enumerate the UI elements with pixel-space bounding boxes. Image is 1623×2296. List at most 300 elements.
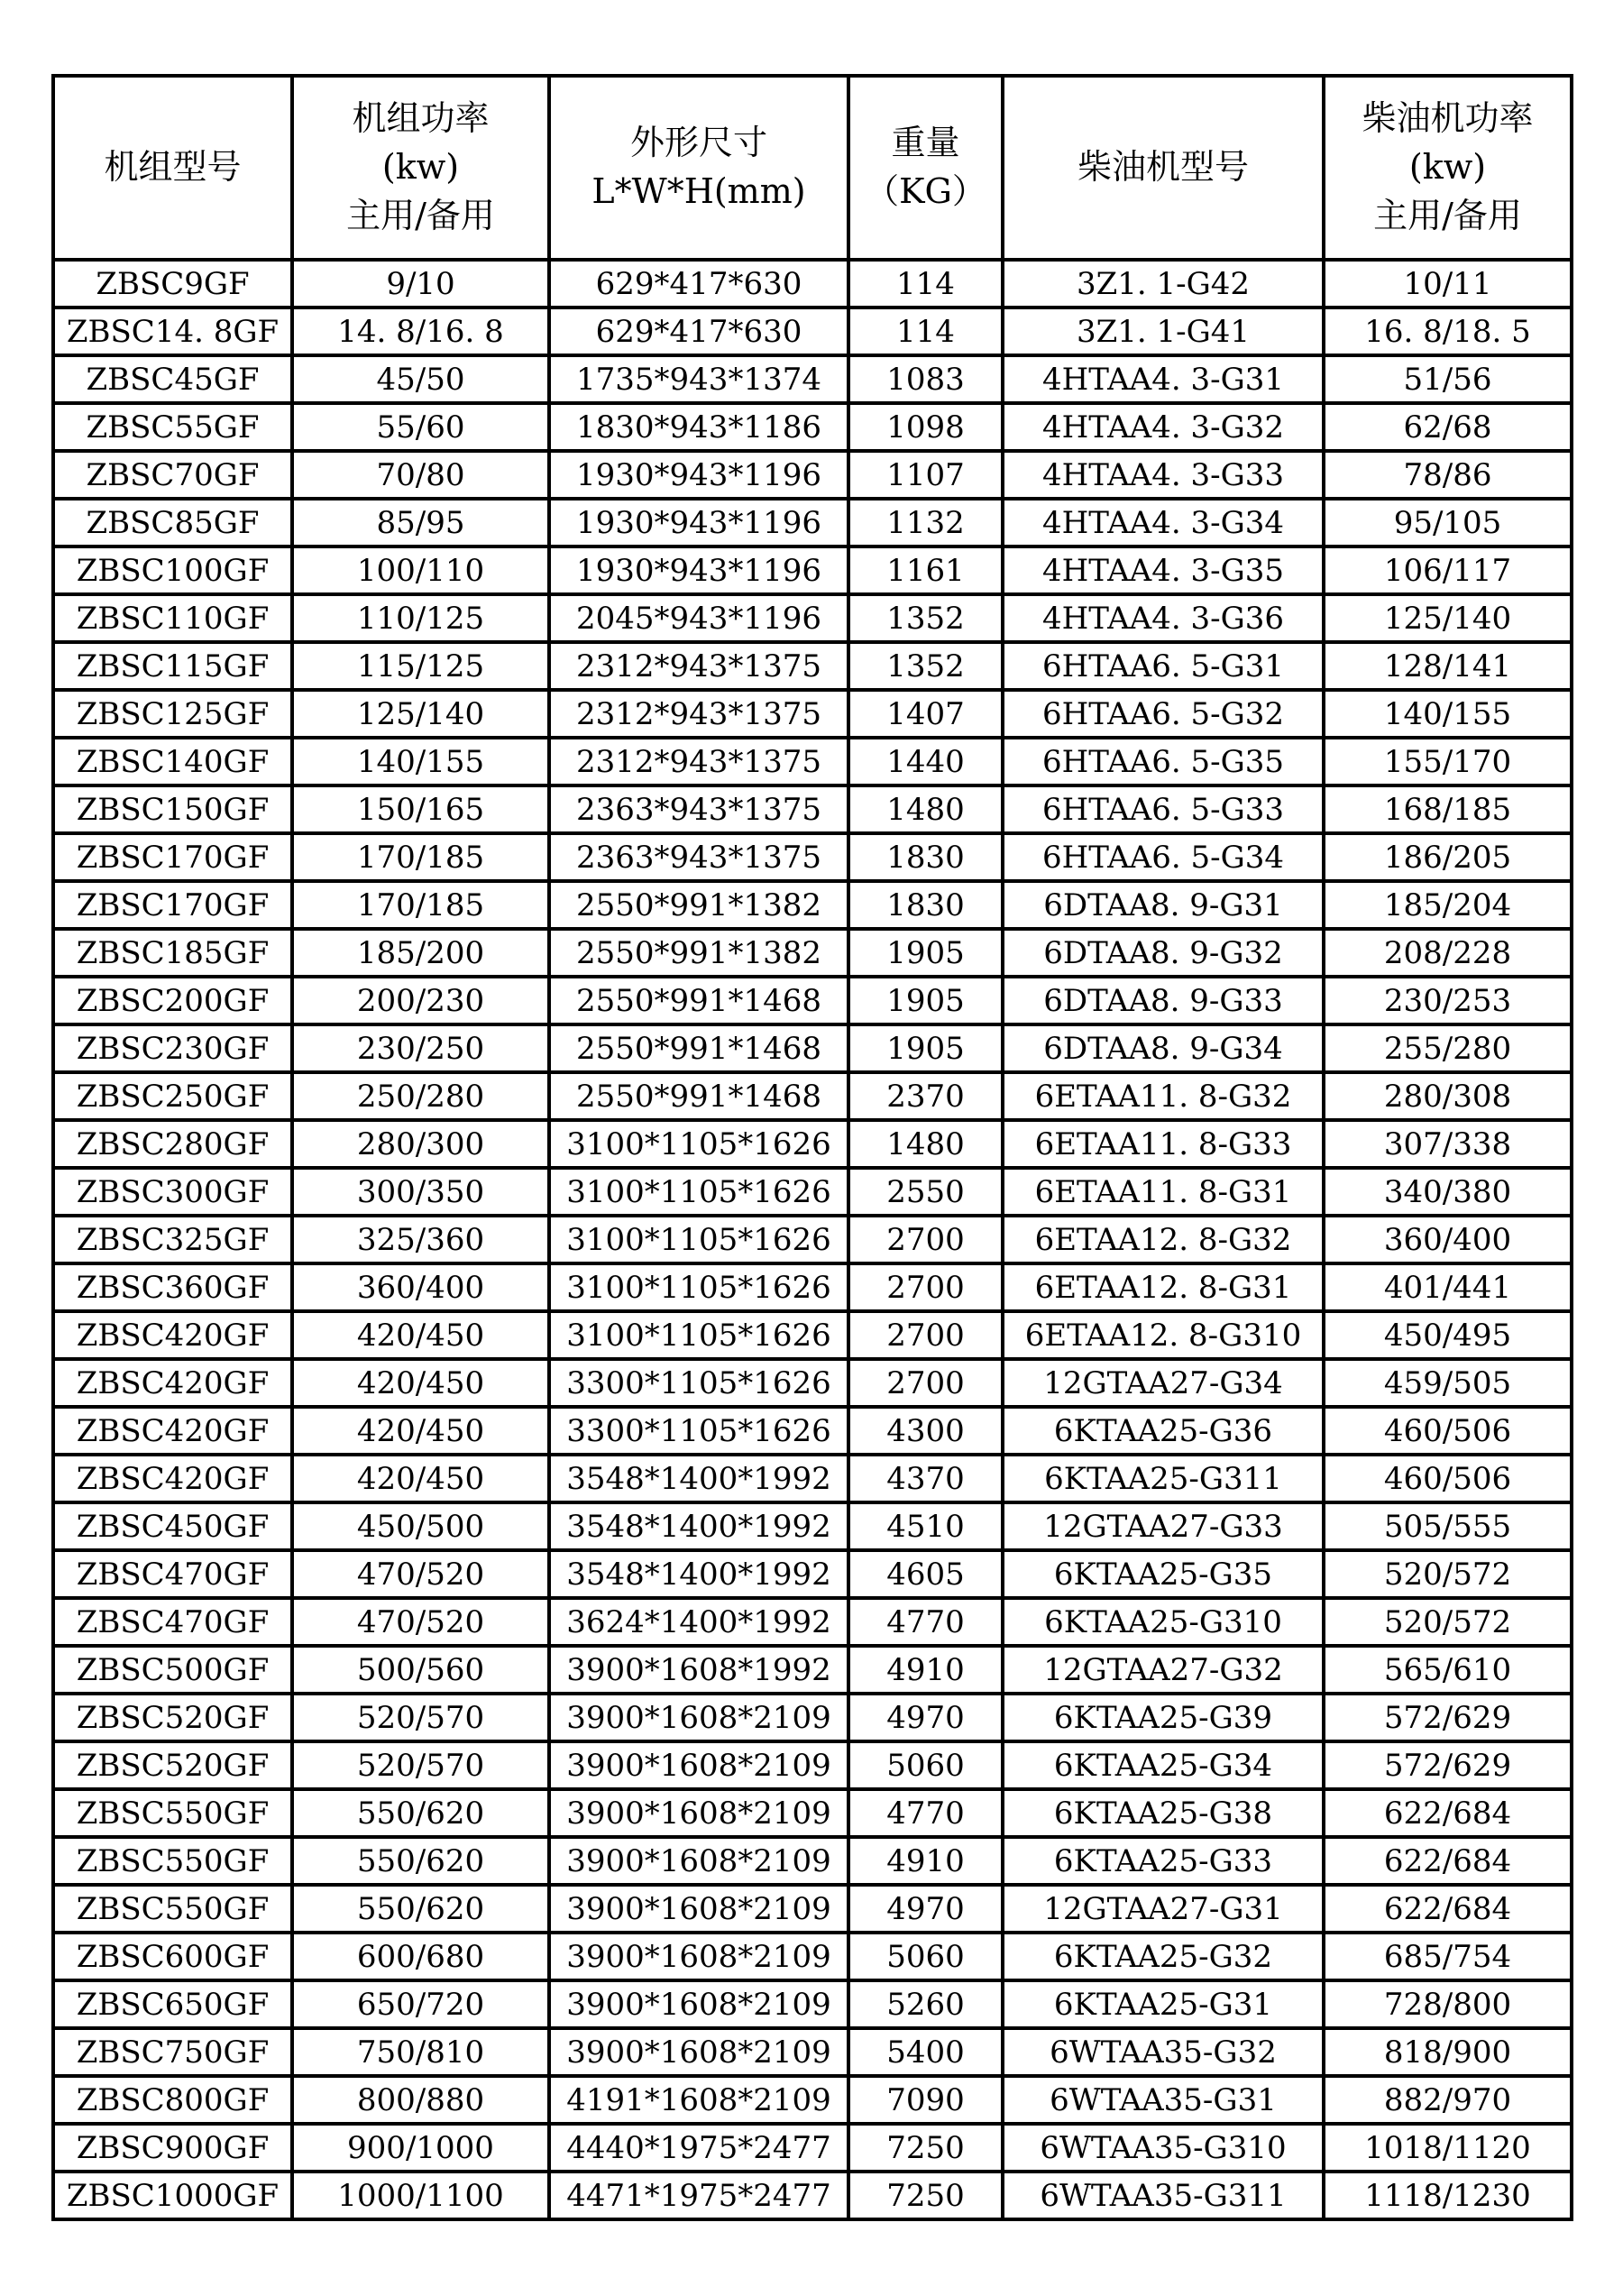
cell-unit-model: ZBSC9GF [53, 260, 292, 308]
cell-weight: 1905 [848, 977, 1003, 1024]
cell-dimensions: 4191*1608*2109 [549, 2076, 848, 2124]
cell-dimensions: 3300*1105*1626 [549, 1359, 848, 1407]
cell-engine-power: 51/56 [1324, 355, 1572, 403]
cell-weight: 1161 [848, 546, 1003, 594]
cell-unit-power: 1000/1100 [292, 2172, 549, 2219]
cell-unit-model: ZBSC420GF [53, 1407, 292, 1455]
cell-weight: 5260 [848, 1980, 1003, 2028]
cell-dimensions: 4440*1975*2477 [549, 2124, 848, 2172]
cell-dimensions: 3900*1608*1992 [549, 1646, 848, 1694]
cell-engine-model: 6DTAA8. 9-G32 [1003, 929, 1324, 977]
cell-unit-power: 185/200 [292, 929, 549, 977]
table-row [53, 1502, 1572, 1550]
cell-unit-power: 300/350 [292, 1168, 549, 1216]
cell-engine-model: 6KTAA25-G33 [1003, 1837, 1324, 1885]
cell-unit-model: ZBSC420GF [53, 1311, 292, 1359]
table-row [53, 1837, 1572, 1885]
cell-unit-power: 520/570 [292, 1694, 549, 1741]
column-header-unit-power [292, 76, 549, 260]
cell-unit-power: 230/250 [292, 1024, 549, 1072]
cell-dimensions: 3100*1105*1626 [549, 1311, 848, 1359]
column-header-line: 主用/备用 [1373, 195, 1522, 235]
cell-engine-power: 360/400 [1324, 1216, 1572, 1263]
column-header-line: 机组型号 [104, 147, 242, 188]
cell-engine-power: 460/506 [1324, 1455, 1572, 1502]
cell-dimensions: 2550*991*1382 [549, 929, 848, 977]
cell-unit-model: ZBSC550GF [53, 1837, 292, 1885]
column-header-engine-power [1324, 76, 1572, 260]
table-row [53, 2172, 1572, 2219]
cell-weight: 1830 [848, 881, 1003, 929]
cell-engine-model: 6WTAA35-G32 [1003, 2028, 1324, 2076]
cell-unit-model: ZBSC110GF [53, 594, 292, 642]
cell-unit-power: 420/450 [292, 1455, 549, 1502]
cell-weight: 4510 [848, 1502, 1003, 1550]
cell-weight: 1352 [848, 642, 1003, 690]
cell-engine-power: 280/308 [1324, 1072, 1572, 1120]
cell-unit-power: 110/125 [292, 594, 549, 642]
cell-dimensions: 4471*1975*2477 [549, 2172, 848, 2219]
cell-engine-model: 6DTAA8. 9-G31 [1003, 881, 1324, 929]
cell-unit-model: ZBSC520GF [53, 1741, 292, 1789]
cell-unit-power: 150/165 [292, 785, 549, 833]
table-row [53, 1072, 1572, 1120]
cell-dimensions: 2045*943*1196 [549, 594, 848, 642]
cell-engine-power: 818/900 [1324, 2028, 1572, 2076]
cell-unit-model: ZBSC550GF [53, 1885, 292, 1933]
cell-engine-model: 4HTAA4. 3-G32 [1003, 403, 1324, 451]
cell-engine-model: 6ETAA11. 8-G32 [1003, 1072, 1324, 1120]
cell-weight: 4910 [848, 1646, 1003, 1694]
cell-engine-power: 78/86 [1324, 451, 1572, 499]
cell-dimensions: 2363*943*1375 [549, 785, 848, 833]
cell-engine-power: 505/555 [1324, 1502, 1572, 1550]
cell-unit-model: ZBSC470GF [53, 1598, 292, 1646]
cell-unit-model: ZBSC420GF [53, 1455, 292, 1502]
cell-engine-model: 6KTAA25-G36 [1003, 1407, 1324, 1455]
cell-dimensions: 1930*943*1196 [549, 499, 848, 546]
cell-unit-model: ZBSC800GF [53, 2076, 292, 2124]
cell-engine-model: 4HTAA4. 3-G35 [1003, 546, 1324, 594]
cell-dimensions: 3900*1608*2109 [549, 1980, 848, 2028]
table-row [53, 1263, 1572, 1311]
cell-unit-power: 70/80 [292, 451, 549, 499]
cell-weight: 1830 [848, 833, 1003, 881]
cell-engine-power: 95/105 [1324, 499, 1572, 546]
table-row [53, 1024, 1572, 1072]
cell-dimensions: 3900*1608*2109 [549, 1885, 848, 1933]
cell-unit-model: ZBSC170GF [53, 833, 292, 881]
cell-unit-power: 140/155 [292, 738, 549, 785]
cell-dimensions: 3900*1608*2109 [549, 1837, 848, 1885]
column-header-engine-model [1003, 76, 1324, 260]
table-row [53, 2124, 1572, 2172]
cell-engine-model: 6KTAA25-G39 [1003, 1694, 1324, 1741]
table-row [53, 833, 1572, 881]
cell-engine-model: 6ETAA11. 8-G33 [1003, 1120, 1324, 1168]
cell-dimensions: 3100*1105*1626 [549, 1168, 848, 1216]
cell-weight: 1107 [848, 451, 1003, 499]
cell-engine-model: 6KTAA25-G31 [1003, 1980, 1324, 2028]
cell-engine-model: 6HTAA6. 5-G35 [1003, 738, 1324, 785]
cell-engine-power: 307/338 [1324, 1120, 1572, 1168]
cell-unit-power: 100/110 [292, 546, 549, 594]
cell-unit-power: 470/520 [292, 1598, 549, 1646]
cell-unit-model: ZBSC170GF [53, 881, 292, 929]
cell-weight: 2700 [848, 1216, 1003, 1263]
cell-unit-power: 450/500 [292, 1502, 549, 1550]
cell-dimensions: 1735*943*1374 [549, 355, 848, 403]
cell-weight: 1083 [848, 355, 1003, 403]
cell-unit-model: ZBSC250GF [53, 1072, 292, 1120]
cell-engine-model: 4HTAA4. 3-G36 [1003, 594, 1324, 642]
column-header-dimensions [549, 76, 848, 260]
table-row [53, 1933, 1572, 1980]
cell-unit-model: ZBSC14. 8GF [53, 308, 292, 355]
cell-unit-model: ZBSC140GF [53, 738, 292, 785]
cell-unit-power: 250/280 [292, 1072, 549, 1120]
cell-engine-model: 6HTAA6. 5-G32 [1003, 690, 1324, 738]
cell-engine-model: 6KTAA25-G311 [1003, 1455, 1324, 1502]
cell-unit-power: 14. 8/16. 8 [292, 308, 549, 355]
table-row [53, 738, 1572, 785]
cell-dimensions: 3300*1105*1626 [549, 1407, 848, 1455]
cell-dimensions: 2363*943*1375 [549, 833, 848, 881]
cell-weight: 4770 [848, 1598, 1003, 1646]
table-row [53, 1789, 1572, 1837]
table-row [53, 2028, 1572, 2076]
cell-dimensions: 2550*991*1382 [549, 881, 848, 929]
cell-unit-power: 420/450 [292, 1311, 549, 1359]
cell-weight: 114 [848, 308, 1003, 355]
cell-engine-power: 1018/1120 [1324, 2124, 1572, 2172]
cell-engine-power: 622/684 [1324, 1885, 1572, 1933]
cell-engine-power: 622/684 [1324, 1837, 1572, 1885]
cell-engine-power: 565/610 [1324, 1646, 1572, 1694]
header-row [53, 76, 1572, 260]
cell-engine-power: 10/11 [1324, 260, 1572, 308]
cell-engine-power: 520/572 [1324, 1550, 1572, 1598]
cell-engine-model: 6HTAA6. 5-G34 [1003, 833, 1324, 881]
cell-engine-power: 520/572 [1324, 1598, 1572, 1646]
cell-weight: 1407 [848, 690, 1003, 738]
cell-unit-model: ZBSC520GF [53, 1694, 292, 1741]
table-row [53, 403, 1572, 451]
cell-unit-power: 125/140 [292, 690, 549, 738]
cell-engine-power: 882/970 [1324, 2076, 1572, 2124]
cell-unit-model: ZBSC900GF [53, 2124, 292, 2172]
cell-engine-power: 106/117 [1324, 546, 1572, 594]
cell-engine-model: 6ETAA11. 8-G31 [1003, 1168, 1324, 1216]
cell-dimensions: 2312*943*1375 [549, 690, 848, 738]
cell-weight: 4770 [848, 1789, 1003, 1837]
table-row [53, 355, 1572, 403]
cell-dimensions: 3624*1400*1992 [549, 1598, 848, 1646]
cell-dimensions: 2550*991*1468 [549, 1024, 848, 1072]
cell-engine-model: 6WTAA35-G311 [1003, 2172, 1324, 2219]
cell-weight: 114 [848, 260, 1003, 308]
column-header-line: （KG） [865, 171, 986, 211]
cell-weight: 1480 [848, 1120, 1003, 1168]
cell-weight: 4970 [848, 1885, 1003, 1933]
table-row [53, 594, 1572, 642]
table-row [53, 785, 1572, 833]
cell-unit-model: ZBSC600GF [53, 1933, 292, 1980]
cell-engine-power: 125/140 [1324, 594, 1572, 642]
cell-engine-model: 12GTAA27-G31 [1003, 1885, 1324, 1933]
cell-unit-model: ZBSC70GF [53, 451, 292, 499]
cell-unit-model: ZBSC100GF [53, 546, 292, 594]
cell-unit-model: ZBSC85GF [53, 499, 292, 546]
cell-engine-power: 685/754 [1324, 1933, 1572, 1980]
cell-weight: 4910 [848, 1837, 1003, 1885]
cell-unit-model: ZBSC420GF [53, 1359, 292, 1407]
cell-unit-power: 470/520 [292, 1550, 549, 1598]
cell-dimensions: 2550*991*1468 [549, 977, 848, 1024]
cell-engine-power: 622/684 [1324, 1789, 1572, 1837]
cell-weight: 2550 [848, 1168, 1003, 1216]
cell-weight: 2700 [848, 1359, 1003, 1407]
cell-unit-model: ZBSC550GF [53, 1789, 292, 1837]
cell-unit-power: 600/680 [292, 1933, 549, 1980]
cell-unit-model: ZBSC230GF [53, 1024, 292, 1072]
column-header-line: 主用/备用 [346, 195, 495, 235]
cell-engine-power: 340/380 [1324, 1168, 1572, 1216]
cell-engine-power: 186/205 [1324, 833, 1572, 881]
cell-unit-power: 550/620 [292, 1885, 549, 1933]
cell-unit-model: ZBSC115GF [53, 642, 292, 690]
column-header-line: 外形尺寸 [629, 123, 767, 163]
cell-unit-model: ZBSC200GF [53, 977, 292, 1024]
column-header-line: (kw) [381, 147, 460, 188]
cell-engine-model: 6KTAA25-G38 [1003, 1789, 1324, 1837]
table-row [53, 499, 1572, 546]
cell-weight: 1905 [848, 929, 1003, 977]
table-row [53, 1120, 1572, 1168]
cell-unit-power: 800/880 [292, 2076, 549, 2124]
cell-weight: 1480 [848, 785, 1003, 833]
cell-engine-model: 6HTAA6. 5-G33 [1003, 785, 1324, 833]
table-row [53, 1646, 1572, 1694]
cell-weight: 1440 [848, 738, 1003, 785]
cell-unit-model: ZBSC325GF [53, 1216, 292, 1263]
cell-dimensions: 3548*1400*1992 [549, 1455, 848, 1502]
column-header-weight [848, 76, 1003, 260]
cell-weight: 5400 [848, 2028, 1003, 2076]
cell-dimensions: 3100*1105*1626 [549, 1263, 848, 1311]
cell-unit-model: ZBSC185GF [53, 929, 292, 977]
table-row [53, 1741, 1572, 1789]
cell-unit-power: 500/560 [292, 1646, 549, 1694]
cell-engine-model: 12GTAA27-G32 [1003, 1646, 1324, 1694]
cell-weight: 7090 [848, 2076, 1003, 2124]
cell-engine-power: 728/800 [1324, 1980, 1572, 2028]
table-row [53, 881, 1572, 929]
cell-engine-model: 12GTAA27-G33 [1003, 1502, 1324, 1550]
table-row [53, 1598, 1572, 1646]
cell-unit-model: ZBSC450GF [53, 1502, 292, 1550]
cell-engine-power: 450/495 [1324, 1311, 1572, 1359]
cell-unit-power: 650/720 [292, 1980, 549, 2028]
spec-table-container [51, 74, 1573, 2221]
cell-dimensions: 3548*1400*1992 [549, 1502, 848, 1550]
cell-engine-power: 128/141 [1324, 642, 1572, 690]
cell-unit-power: 170/185 [292, 881, 549, 929]
cell-engine-power: 155/170 [1324, 738, 1572, 785]
cell-dimensions: 3900*1608*2109 [549, 1933, 848, 1980]
table-body [53, 260, 1572, 2219]
cell-unit-model: ZBSC500GF [53, 1646, 292, 1694]
cell-unit-power: 550/620 [292, 1837, 549, 1885]
cell-dimensions: 3100*1105*1626 [549, 1120, 848, 1168]
cell-unit-model: ZBSC150GF [53, 785, 292, 833]
table-row [53, 1980, 1572, 2028]
cell-unit-power: 280/300 [292, 1120, 549, 1168]
cell-engine-power: 140/155 [1324, 690, 1572, 738]
cell-engine-model: 6KTAA25-G32 [1003, 1933, 1324, 1980]
table-row [53, 1455, 1572, 1502]
cell-dimensions: 3900*1608*2109 [549, 1694, 848, 1741]
cell-dimensions: 2312*943*1375 [549, 642, 848, 690]
cell-engine-power: 16. 8/18. 5 [1324, 308, 1572, 355]
cell-engine-model: 6DTAA8. 9-G33 [1003, 977, 1324, 1024]
cell-engine-model: 4HTAA4. 3-G34 [1003, 499, 1324, 546]
cell-unit-power: 200/230 [292, 977, 549, 1024]
column-header-line: 机组功率 [352, 98, 490, 139]
table-row [53, 451, 1572, 499]
cell-unit-model: ZBSC470GF [53, 1550, 292, 1598]
cell-unit-power: 520/570 [292, 1741, 549, 1789]
cell-engine-power: 401/441 [1324, 1263, 1572, 1311]
cell-engine-power: 572/629 [1324, 1741, 1572, 1789]
column-header-line: (kw) [1408, 147, 1487, 188]
table-row [53, 1311, 1572, 1359]
cell-engine-model: 6KTAA25-G34 [1003, 1741, 1324, 1789]
cell-unit-power: 170/185 [292, 833, 549, 881]
cell-dimensions: 3900*1608*2109 [549, 2028, 848, 2076]
table-row [53, 642, 1572, 690]
cell-weight: 5060 [848, 1741, 1003, 1789]
table-row [53, 308, 1572, 355]
cell-unit-model: ZBSC280GF [53, 1120, 292, 1168]
cell-unit-power: 900/1000 [292, 2124, 549, 2172]
cell-engine-model: 6KTAA25-G35 [1003, 1550, 1324, 1598]
cell-unit-power: 750/810 [292, 2028, 549, 2076]
cell-dimensions: 1830*943*1186 [549, 403, 848, 451]
cell-engine-power: 1118/1230 [1324, 2172, 1572, 2219]
cell-weight: 1098 [848, 403, 1003, 451]
table-row [53, 1359, 1572, 1407]
cell-unit-model: ZBSC45GF [53, 355, 292, 403]
cell-dimensions: 2550*991*1468 [549, 1072, 848, 1120]
cell-weight: 2700 [848, 1263, 1003, 1311]
cell-unit-power: 550/620 [292, 1789, 549, 1837]
table-row [53, 260, 1572, 308]
table-row [53, 546, 1572, 594]
cell-weight: 4370 [848, 1455, 1003, 1502]
cell-engine-model: 12GTAA27-G34 [1003, 1359, 1324, 1407]
cell-engine-power: 460/506 [1324, 1407, 1572, 1455]
cell-unit-power: 45/50 [292, 355, 549, 403]
table-row [53, 690, 1572, 738]
table-row [53, 1216, 1572, 1263]
cell-unit-model: ZBSC125GF [53, 690, 292, 738]
cell-engine-model: 6HTAA6. 5-G31 [1003, 642, 1324, 690]
cell-weight: 2370 [848, 1072, 1003, 1120]
cell-dimensions: 3100*1105*1626 [549, 1216, 848, 1263]
cell-dimensions: 629*417*630 [549, 260, 848, 308]
column-header-line: 重量 [891, 123, 960, 163]
cell-engine-model: 6ETAA12. 8-G310 [1003, 1311, 1324, 1359]
cell-unit-model: ZBSC750GF [53, 2028, 292, 2076]
cell-unit-model: ZBSC300GF [53, 1168, 292, 1216]
table-row [53, 929, 1572, 977]
table-row [53, 1885, 1572, 1933]
cell-weight: 7250 [848, 2124, 1003, 2172]
cell-engine-model: 6DTAA8. 9-G34 [1003, 1024, 1324, 1072]
cell-engine-power: 230/253 [1324, 977, 1572, 1024]
cell-dimensions: 2312*943*1375 [549, 738, 848, 785]
table-row [53, 1694, 1572, 1741]
column-header-line: 柴油机型号 [1077, 147, 1249, 188]
cell-unit-power: 55/60 [292, 403, 549, 451]
cell-unit-model: ZBSC360GF [53, 1263, 292, 1311]
cell-engine-power: 208/228 [1324, 929, 1572, 977]
column-header-unit-model [53, 76, 292, 260]
cell-dimensions: 1930*943*1196 [549, 546, 848, 594]
cell-unit-power: 420/450 [292, 1359, 549, 1407]
cell-weight: 4970 [848, 1694, 1003, 1741]
cell-weight: 1132 [848, 499, 1003, 546]
cell-unit-power: 420/450 [292, 1407, 549, 1455]
cell-engine-power: 185/204 [1324, 881, 1572, 929]
cell-engine-model: 6ETAA12. 8-G31 [1003, 1263, 1324, 1311]
cell-unit-power: 325/360 [292, 1216, 549, 1263]
cell-weight: 4605 [848, 1550, 1003, 1598]
cell-engine-power: 168/185 [1324, 785, 1572, 833]
cell-engine-model: 3Z1. 1-G41 [1003, 308, 1324, 355]
cell-weight: 1352 [848, 594, 1003, 642]
cell-engine-power: 459/505 [1324, 1359, 1572, 1407]
cell-unit-power: 9/10 [292, 260, 549, 308]
cell-weight: 7250 [848, 2172, 1003, 2219]
cell-unit-model: ZBSC55GF [53, 403, 292, 451]
cell-unit-power: 115/125 [292, 642, 549, 690]
cell-engine-model: 4HTAA4. 3-G31 [1003, 355, 1324, 403]
cell-engine-power: 572/629 [1324, 1694, 1572, 1741]
cell-engine-model: 4HTAA4. 3-G33 [1003, 451, 1324, 499]
cell-dimensions: 3900*1608*2109 [549, 1789, 848, 1837]
cell-unit-power: 360/400 [292, 1263, 549, 1311]
cell-dimensions: 3900*1608*2109 [549, 1741, 848, 1789]
cell-weight: 2700 [848, 1311, 1003, 1359]
cell-dimensions: 629*417*630 [549, 308, 848, 355]
column-header-line: L*W*H(mm) [591, 171, 806, 211]
cell-engine-model: 6WTAA35-G31 [1003, 2076, 1324, 2124]
cell-unit-model: ZBSC1000GF [53, 2172, 292, 2219]
table-row [53, 977, 1572, 1024]
cell-engine-model: 3Z1. 1-G42 [1003, 260, 1324, 308]
cell-dimensions: 3548*1400*1992 [549, 1550, 848, 1598]
cell-unit-power: 85/95 [292, 499, 549, 546]
cell-dimensions: 1930*943*1196 [549, 451, 848, 499]
cell-engine-power: 255/280 [1324, 1024, 1572, 1072]
generator-spec-table [51, 74, 1573, 2221]
cell-engine-power: 62/68 [1324, 403, 1572, 451]
cell-engine-model: 6ETAA12. 8-G32 [1003, 1216, 1324, 1263]
cell-engine-model: 6KTAA25-G310 [1003, 1598, 1324, 1646]
cell-weight: 1905 [848, 1024, 1003, 1072]
